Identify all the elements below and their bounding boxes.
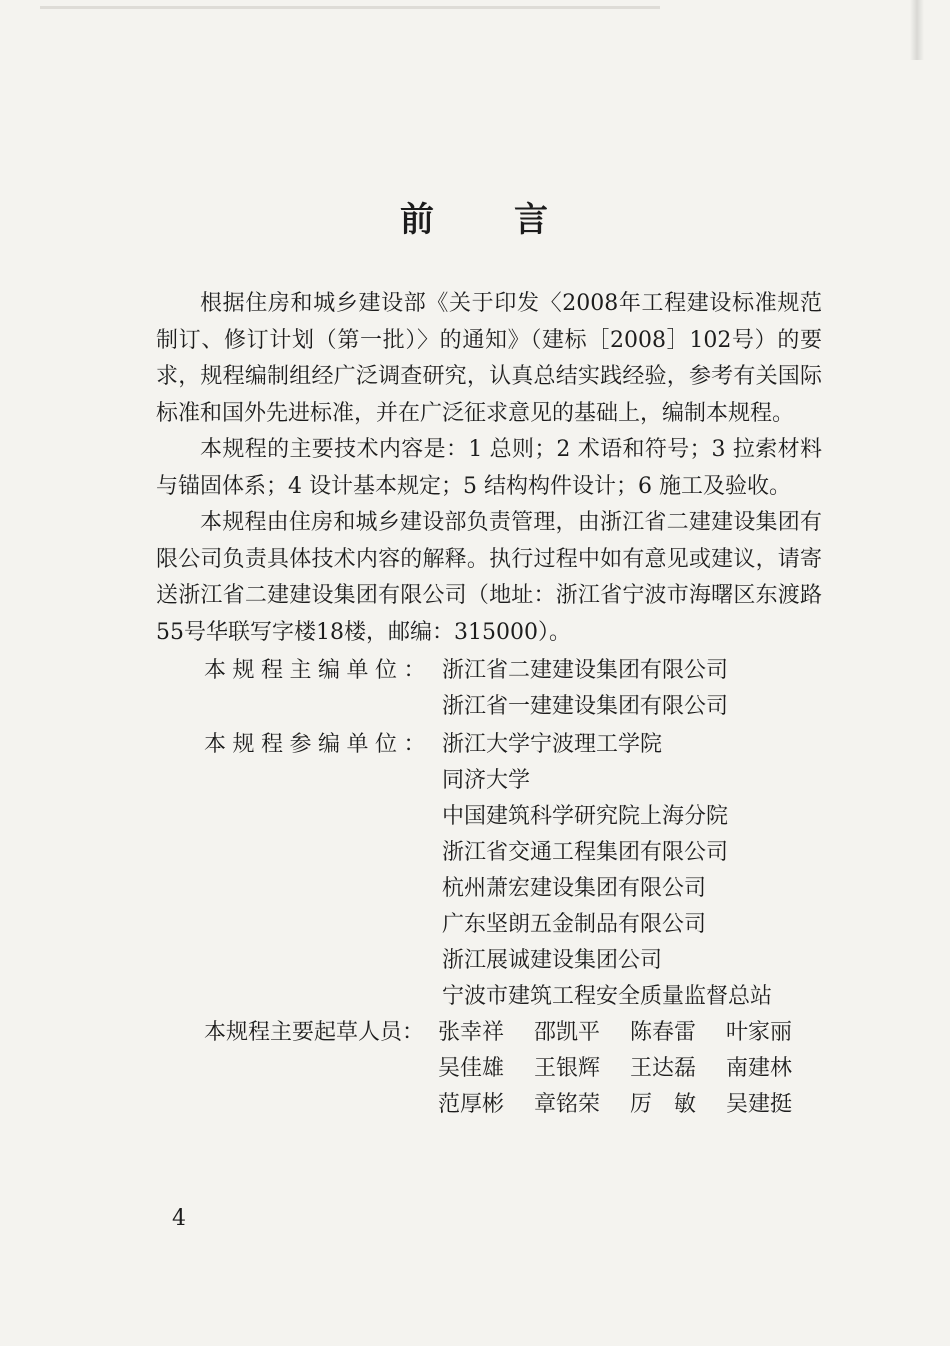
participating-unit-item: 宁波市建筑工程安全质量监督总站 (442, 984, 773, 1009)
drafters-names (438, 1015, 822, 1123)
drafter-name: 章铭荣 (534, 1092, 601, 1117)
drafter-name: 范厚彬 (438, 1092, 505, 1117)
preface-body (156, 286, 822, 1123)
paragraph-1: 根据住房和城乡建设部《关于印发〈2008年工程建设标准规范制订、修订计划（第一批）〉的通知》（建标［2008］102号）的要求，规程编制组经广泛调查研究，认真总结实践经验，参考有关国际标准和国外先进标准，并在广泛征求意见的基础上，编制本规程。 (156, 291, 822, 426)
participating-unit-item: 浙江大学宁波理工学院 (442, 732, 663, 757)
drafters-block (156, 1015, 822, 1123)
drafter-name: 王银辉 (534, 1056, 601, 1081)
drafters-label: 本规程主要起草人员： (204, 1020, 425, 1045)
drafter-name: 王达磊 (630, 1056, 697, 1081)
drafter-name: 吴建挺 (726, 1092, 793, 1117)
title-char-1: 前 (400, 200, 436, 240)
chief-units-block (156, 653, 822, 725)
chief-units-label: 本规程主编单位： (204, 658, 433, 683)
drafter-name: 吴佳雄 (438, 1056, 505, 1081)
chief-unit-item: 浙江省二建建设集团有限公司 (442, 658, 729, 683)
participating-unit-item: 中国建筑科学研究院上海分院 (442, 804, 729, 829)
drafter-name: 陈春雷 (630, 1020, 697, 1045)
drafter-name: 张幸祥 (438, 1020, 505, 1045)
paragraph-3: 本规程由住房和城乡建设部负责管理，由浙江省二建建设集团有限公司负责具体技术内容的解释。执行过程中如有意见或建议，请寄送浙江省二建建设集团有限公司（地址：浙江省宁波市海曙区东渡路55号华联写字楼18楼，邮编：315000）。 (156, 510, 822, 645)
page-title (0, 192, 950, 241)
participating-unit-item: 同济大学 (442, 768, 531, 793)
chief-unit-item: 浙江省一建建设集团有限公司 (442, 694, 729, 719)
chief-units-list (442, 653, 822, 725)
page-number: 4 (172, 1206, 186, 1231)
participating-units-list (442, 727, 822, 1015)
scan-edge-top (40, 6, 660, 9)
drafter-name: 叶家丽 (726, 1020, 793, 1045)
drafter-name: 南建林 (726, 1056, 793, 1081)
drafter-name: 邵凯平 (534, 1020, 601, 1045)
scan-edge-right (910, 0, 924, 60)
participating-unit-item: 杭州萧宏建设集团有限公司 (442, 876, 707, 901)
participating-unit-item: 广东坚朗五金制品有限公司 (442, 912, 707, 937)
participating-unit-item: 浙江展诚建设集团公司 (442, 948, 663, 973)
participating-units-label: 本规程参编单位： (204, 732, 433, 757)
title-char-2: 言 (514, 200, 550, 240)
participating-unit-item: 浙江省交通工程集团有限公司 (442, 840, 729, 865)
paragraph-2: 本规程的主要技术内容是：1 总则；2 术语和符号；3 拉索材料与锚固体系；4 设计基本规定；5 结构构件设计；6 施工及验收。 (156, 437, 822, 499)
drafter-name: 厉 敏 (630, 1092, 697, 1117)
participating-units-block (156, 727, 822, 1015)
